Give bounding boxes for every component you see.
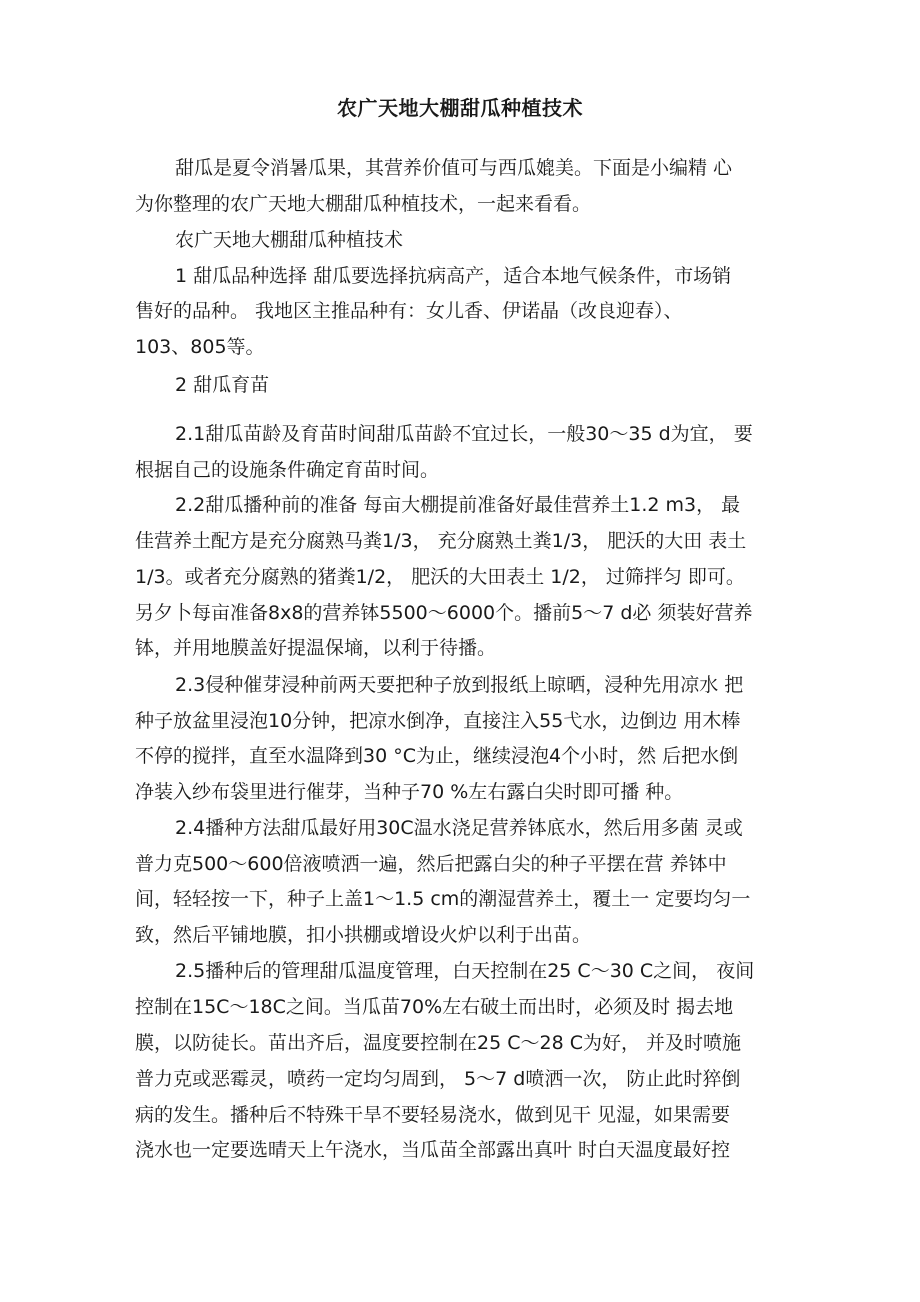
- text-line: 根据自己的设施条件确定育苗时间。: [135, 459, 440, 481]
- text-line: 佳营养土配方是充分腐熟马粪1/3， 充分腐熟土粪1/3， 肥沃的大田 表土: [135, 530, 747, 552]
- text-line: 2.2甜瓜播种前的准备 每亩大棚提前准备好最佳营养土1.2 m3， 最: [175, 494, 741, 516]
- text-line: 1/3。或者充分腐熟的猪粪1/2， 肥沃的大田表土 1/2， 过筛拌匀 即可。: [135, 566, 745, 588]
- text-line: 2.1甜瓜苗龄及育苗时间甜瓜苗龄不宜过长，一般30〜35 d为宜， 要: [175, 423, 753, 445]
- text-line: 病的发生。播种后不特殊干旱不要轻易浇水，做到见干 见湿，如果需要: [135, 1104, 731, 1126]
- section-heading: 2 甜瓜育苗: [175, 374, 270, 396]
- section-heading: 农广天地大棚甜瓜种植技术: [175, 229, 404, 251]
- text-line: 普力克500〜600倍液喷洒一遍，然后把露白尖的种子平摆在营 养钵中: [135, 853, 727, 875]
- text-line: 不停的搅拌，直至水温降到30 °C为止，继续浸泡4个小时，然 后把水倒: [135, 745, 739, 767]
- text-line: 膜，以防徒长。苗出齐后，温度要控制在25 C〜28 C为好， 并及时喷施: [135, 1032, 742, 1054]
- text-line: 间，轻轻按一下，种子上盖1〜1.5 cm的潮湿营养土，覆土一 定要均匀一: [135, 888, 751, 910]
- text-line: 2.5播种后的管理甜瓜温度管理，白天控制在25 C〜30 C之间， 夜间: [175, 960, 755, 982]
- text-line: 103、805等。: [135, 336, 265, 358]
- text-line: 普力克或恶霉灵，喷药一定均匀周到， 5〜7 d喷洒一次， 防止此时猝倒: [135, 1068, 741, 1090]
- text-line: 另夕卜每亩准备8x8的营养钵5500〜6000个。播前5〜7 d必 须装好营养: [135, 602, 753, 624]
- text-line: 种子放盆里浸泡10分钟，把凉水倒净，直接注入55弋水，边倒边 用木棒: [135, 710, 741, 732]
- text-line: 甜瓜是夏令消暑瓜果，其营养价值可与西瓜媲美。下面是小编精 心: [175, 157, 733, 179]
- text-line: 为你整理的农广天地大棚甜瓜种植技术，一起来看看。: [135, 193, 592, 215]
- text-line: 致，然后平铺地膜，扣小拱棚或增设火炉以利于出苗。: [135, 924, 592, 946]
- text-line: 钵，并用地膜盖好提温保墒，以利于待播。: [135, 637, 497, 659]
- text-line: 1 甜瓜品种选择 甜瓜要选择抗病高产，适合本地气候条件，市场销: [175, 265, 732, 287]
- text-line: 净装入纱布袋里进行催芽，当种子70 %左右露白尖时即可播 种。: [135, 781, 684, 803]
- document-title: 农广天地大棚甜瓜种植技术: [337, 96, 583, 120]
- text-line: 2.3侵种催芽浸种前两天要把种子放到报纸上晾晒，浸种先用凉水 把: [175, 674, 744, 696]
- text-line: 浇水也一定要选晴天上午浇水，当瓜苗全部露出真叶 时白天温度最好控: [135, 1139, 731, 1161]
- text-line: 控制在15C〜18C之间。当瓜苗70%左右破土而出时，必须及时 揭去地: [135, 996, 734, 1018]
- text-line: 2.4播种方法甜瓜最好用30C温水浇足营养钵底水，然后用多菌 灵或: [175, 817, 743, 839]
- text-line: 售好的品种。 我地区主推品种有：女儿香、伊诺晶（改良迎春）、: [135, 300, 683, 322]
